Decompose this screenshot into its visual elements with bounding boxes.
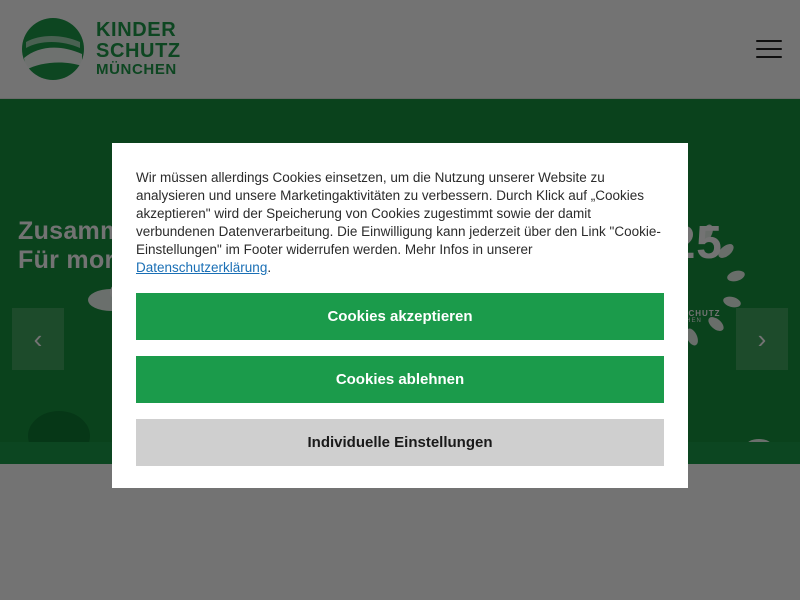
cookie-text-part-2: . — [267, 260, 272, 276]
privacy-policy-link[interactable]: Datenschutzerklärung — [136, 260, 268, 276]
reject-cookies-button[interactable]: Cookies ablehnen — [136, 356, 664, 403]
accept-cookies-button[interactable]: Cookies akzeptieren — [136, 293, 664, 340]
individual-settings-button[interactable]: Individuelle Einstellungen — [136, 419, 664, 466]
cookie-consent-dialog — [112, 143, 688, 488]
cookie-consent-text — [136, 169, 664, 277]
cookie-text-part-1: Wir müssen allerdings Cookies einsetzen, um die Nutzung unserer Website zu analysieren und unsere Marketingaktivitäten zu verbessern. Durch Klick auf „Cookies akzeptieren" wird der Speicherung von Cookies zugestimmt sowie der damit verbundenen Datenverarbeitung. Die Einwilligung kann jederzeit über den Link "Cookie-Einstellungen" im Footer widerrufen werden. Mehr Infos in unserer — [136, 170, 661, 258]
